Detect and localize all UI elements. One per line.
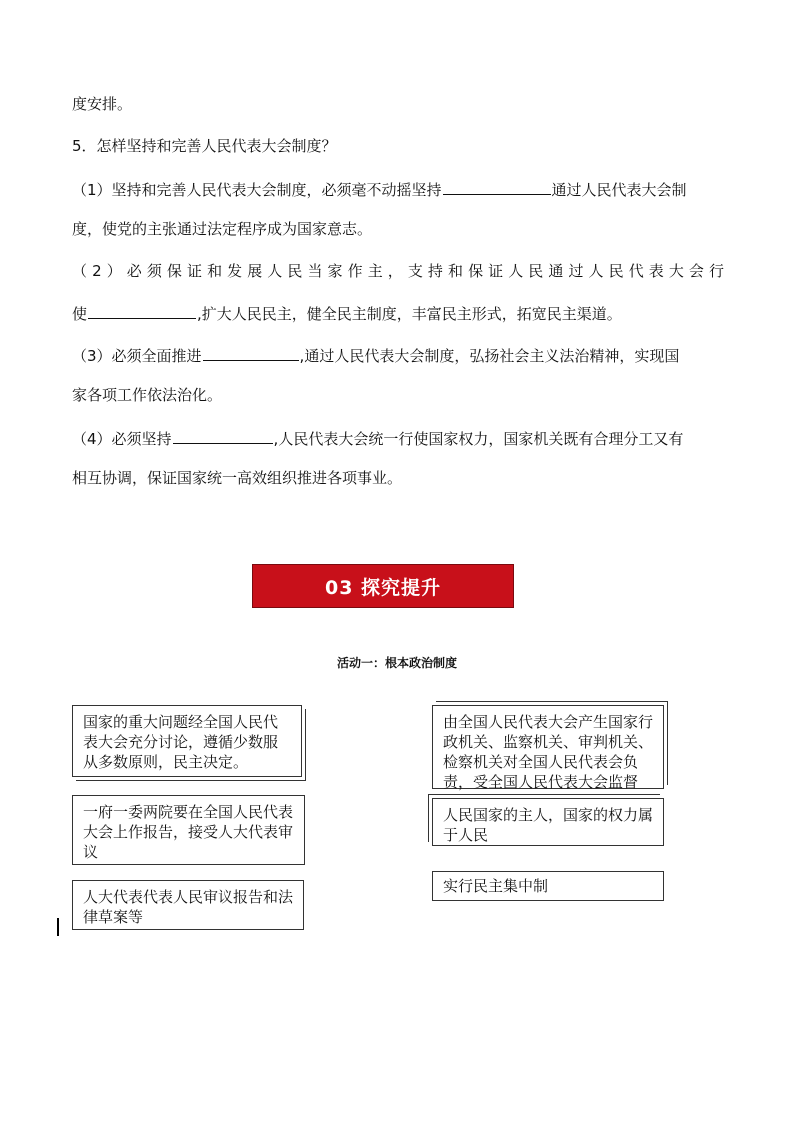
concept-box-right-3 [432,871,664,901]
text-fragment: ,扩大人民民主，健全民主制度，丰富民主形式，拓宽民主渠道。 [197,305,622,323]
paragraph-4-line-2: 相互协调，保证国家统一高效组织推进各项事业。 [72,469,403,487]
concept-box-left-3 [72,880,304,930]
concept-box-text: 人民国家的主人，国家的权力属于人民 [443,806,654,844]
section-banner [252,564,514,608]
text-fragment: （4）必须坚持 [72,430,172,448]
paragraph-3-line-2: 家各项工作依法治化。 [72,386,223,404]
concept-box-right-2 [432,798,664,846]
paragraph-1-line-1 [72,178,724,200]
concept-box-text: 实行民主集中制 [443,877,549,895]
text-fragment: 使 [72,305,88,323]
text-fragment: （1）坚持和完善人民代表大会制度，必须毫不动摇坚持 [72,181,442,199]
paragraph-2-line-1: （2）必须保证和发展人民当家作主，支持和保证人民通过人民代表大会行 [72,262,724,280]
concept-box-left-1 [72,705,302,777]
text-fragment: 通过人民代表大会制 [551,181,687,199]
text-line: 度安排。 [72,95,133,113]
text-fragment: ,通过人民代表大会制度，弘扬社会主义法治精神，实现国 [299,347,680,365]
question-5: 5．怎样坚持和完善人民代表大会制度？ [72,137,337,155]
fill-in-blank[interactable] [88,302,196,319]
fill-in-blank[interactable] [203,344,299,361]
text-fragment: ,人民代表大会统一行使国家权力，国家机关既有合理分工又有 [273,430,684,448]
paragraph-4-line-1 [72,427,724,449]
concept-box-text: 国家的重大问题经全国人民代表大会充分讨论，遵循少数服从多数原则，民主决定。 [83,713,279,771]
activity-title: 活动一：根本政治制度 [336,656,457,670]
fill-in-blank[interactable] [443,178,551,195]
paragraph-1-line-2: 度，使党的主张通过法定程序成为国家意志。 [72,220,373,238]
concept-box-left-2 [72,795,305,865]
text-fragment: （3）必须全面推进 [72,347,202,365]
paragraph-2-line-2 [72,302,724,324]
concept-box-text: 由全国人民代表大会产生国家行政机关、监察机关、审判机关、检察机关对全国人民代表会负责，受全国人民代表大会监督 [443,713,654,791]
section-banner-label: 03 探究提升 [324,576,442,599]
text-cursor [57,918,59,936]
fill-in-blank[interactable] [173,427,273,444]
concept-box-text: 一府一委两院要在全国人民代表大会上作报告，接受人大代表审议 [83,803,294,861]
concept-box-right-1 [432,705,664,789]
concept-box-text: 人大代表代表人民审议报告和法律草案等 [83,888,294,926]
paragraph-3-line-1 [72,344,724,366]
